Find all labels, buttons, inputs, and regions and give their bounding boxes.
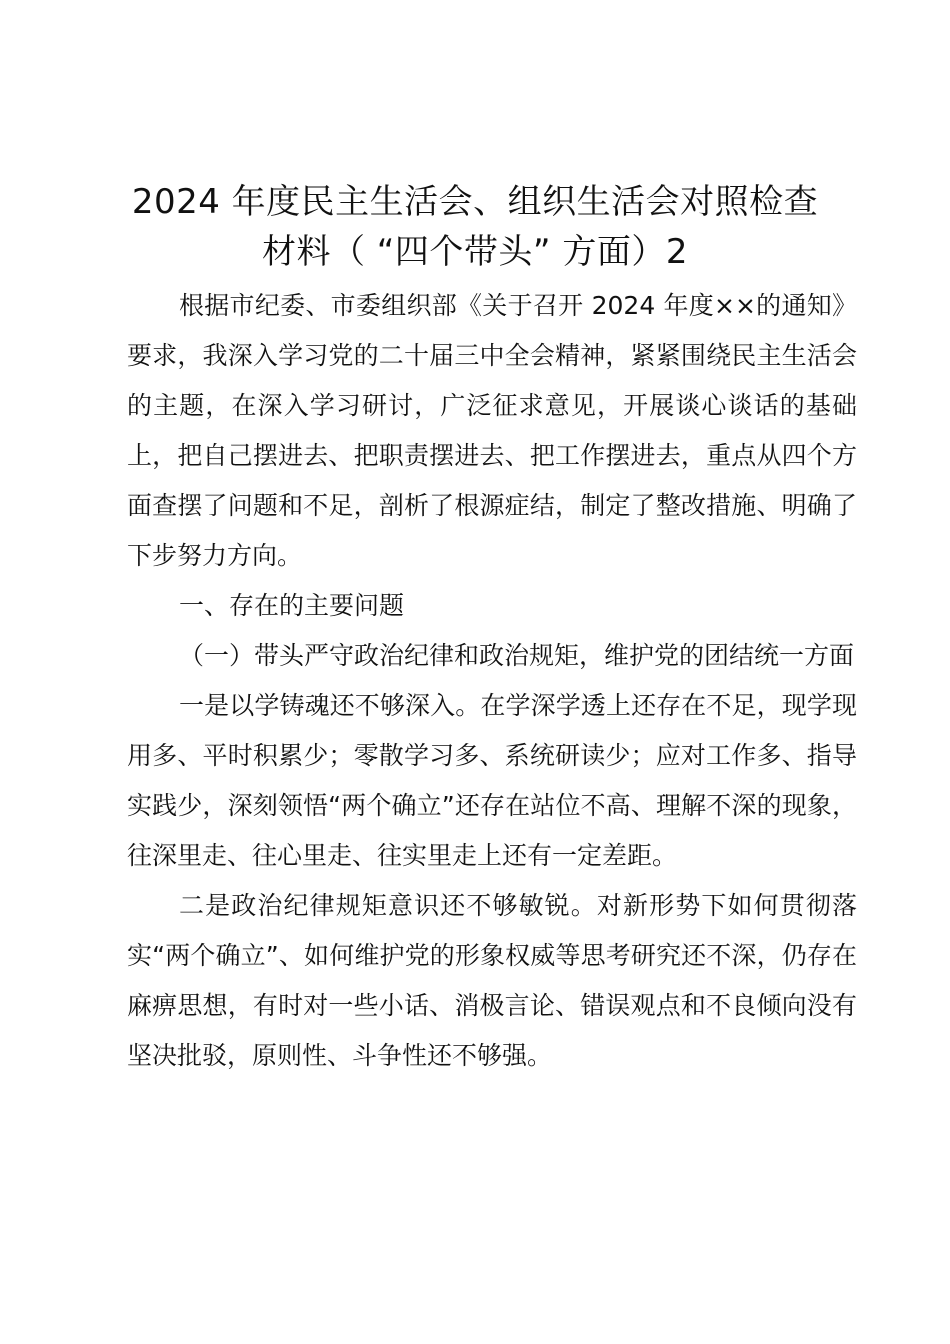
intro-paragraph: 根据市纪委、市委组织部《关于召开 2024 年度××的通知》要求，我深入学习党的二十届三中全会精神，紧紧围绕民主生活会的主题，在深入学习研讨，广泛征求意见，开展谈心谈话的基础上，把自己摆进去、把职责摆进去、把工作摆进去，重点从四个方面查摆了问题和不足，剖析了根源症结，制定了整改措施、明确了下步努力方向。 [127,291,857,570]
subsection-heading: （一）带头严守政治纪律和政治规矩，维护党的团结统一方面 [179,641,855,670]
document-title [100,177,850,277]
section-heading: 一、存在的主要问题 [179,591,405,620]
document-body [127,281,857,1081]
point-two-paragraph: 二是政治纪律规矩意识还不够敏锐。对新形势下如何贯彻落实“两个确立”、如何维护党的形象权威等思考研究还不深，仍存在麻痹思想，有时对一些小话、消极言论、错误观点和不良倾向没有坚决批驳，原则性、斗争性还不够强。 [127,891,857,1070]
title-line-2: 材料（ “四个带头” 方面）2 [262,232,688,272]
point-one-paragraph: 一是以学铸魂还不够深入。在学深学透上还存在不足，现学现用多、平时积累少；零散学习多、系统研读少；应对工作多、指导实践少，深刻领悟“两个确立”还存在站位不高、理解不深的现象，往深里走、往心里走、往实里走上还有一定差距。 [127,691,857,870]
title-line-1: 2024 年度民主生活会、组织生活会对照检查 [131,182,819,222]
